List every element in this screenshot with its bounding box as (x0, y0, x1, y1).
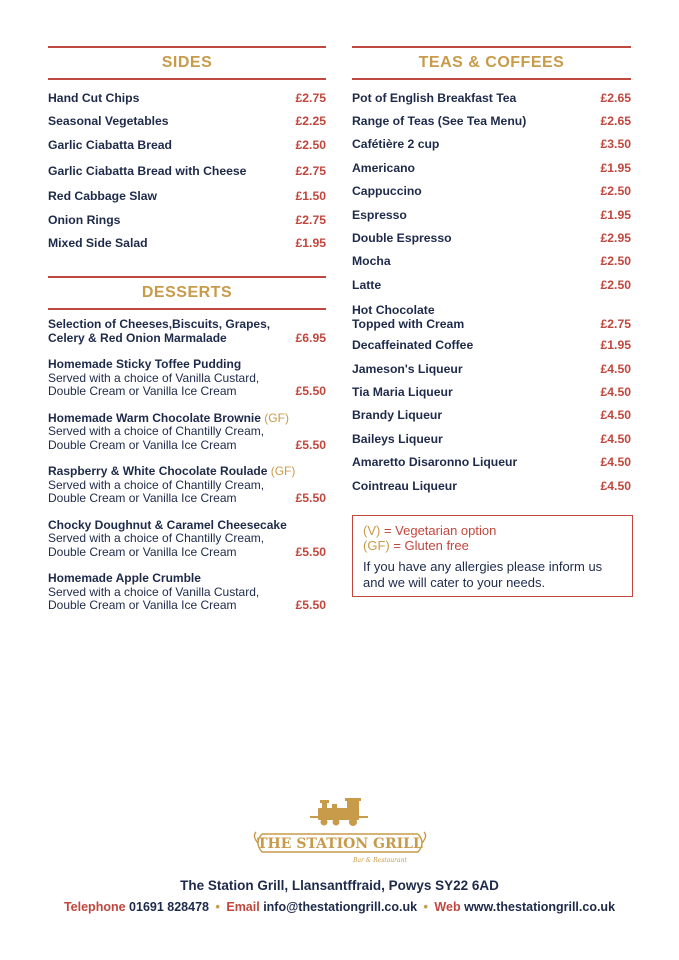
dessert-name-text: Homemade Apple Crumble (48, 571, 201, 585)
item-name: Decaffeinated Coffee (352, 338, 474, 353)
dessert-item (48, 318, 326, 345)
menu-item (352, 427, 631, 450)
item-name: Brandy Liqueur (352, 408, 443, 423)
email-label: Email (226, 900, 260, 914)
dessert-desc: Served with a choice of Chantilly Cream, Double Cream or Vanilla Ice Cream (48, 477, 265, 505)
menu-item (352, 450, 631, 473)
dessert-name (48, 572, 326, 586)
dessert-item (48, 412, 326, 453)
menu-item (352, 380, 631, 403)
item-name: Cappuccino (352, 184, 422, 199)
gluten-free-key (363, 538, 624, 553)
menu-item (352, 109, 631, 132)
dessert-desc: Celery & Red Onion Marmalade (48, 330, 227, 345)
teas-title: TEAS & COFFEES (418, 54, 565, 71)
item-name: Seasonal Vegetables (48, 114, 169, 129)
menu-item (48, 208, 326, 232)
menu-item (352, 404, 631, 427)
item-price: £4.50 (600, 384, 631, 399)
dessert-body (48, 332, 326, 346)
dessert-item (48, 572, 326, 613)
web-link[interactable]: www.thestationgrill.co.uk (464, 900, 616, 914)
item-name: Onion Rings (48, 212, 121, 227)
menu-item (352, 86, 631, 109)
item-name: Cafétière 2 cup (352, 137, 440, 152)
item-price: £4.50 (600, 478, 631, 493)
dessert-body (48, 372, 326, 399)
item-name: Americano (352, 160, 415, 175)
dessert-price: £5.50 (295, 384, 326, 398)
item-name: Double Espresso (352, 231, 452, 246)
item-price: £2.25 (295, 114, 326, 129)
menu-item (352, 156, 631, 179)
item-price: £2.50 (600, 254, 631, 269)
item-name: Hand Cut Chips (48, 90, 140, 105)
veg-code: (V) (363, 523, 381, 538)
dessert-price: £5.50 (295, 544, 326, 559)
sides-title: SIDES (161, 54, 213, 71)
restaurant-address: The Station Grill, Llansantffraid, Powys SY22 6AD (180, 878, 499, 893)
left-column (48, 46, 326, 626)
dessert-desc: Served with a choice of Chantilly Cream, Double Cream or Vanilla Ice Cream (48, 424, 265, 452)
menu-item (352, 297, 631, 334)
item-price: £2.50 (600, 184, 631, 199)
item-name: Red Cabbage Slaw (48, 189, 158, 204)
menu-item (48, 86, 326, 110)
menu-item (352, 474, 631, 497)
dessert-item (48, 465, 326, 506)
gf-text: = Gluten free (389, 538, 469, 553)
item-price: £2.65 (600, 114, 631, 129)
allergy-note: If you have any allergies please inform us and we will cater to your needs. (363, 559, 603, 590)
dessert-price: £5.50 (295, 437, 326, 452)
separator: • (215, 900, 220, 914)
dessert-name (48, 358, 326, 372)
dessert-price: £6.95 (295, 330, 326, 345)
contact-line (0, 900, 679, 914)
item-price: £2.50 (600, 277, 631, 292)
dessert-name (48, 318, 326, 332)
item-price: £4.50 (600, 431, 631, 446)
desserts-title: DESSERTS (141, 284, 233, 301)
logo-subtitle: Bar & Restaurant (353, 857, 407, 864)
item-price: £2.75 (295, 212, 326, 227)
item-name: Range of Teas (See Tea Menu) (352, 114, 527, 129)
item-price: £4.50 (600, 361, 631, 376)
dessert-name-text: Homemade Sticky Toffee Pudding (48, 357, 242, 371)
dessert-name (48, 519, 326, 533)
item-name: Garlic Ciabatta Bread with Cheese (48, 163, 247, 178)
desserts-list (48, 318, 326, 613)
item-name: Hot Chocolate (352, 302, 435, 317)
menu-item (48, 157, 326, 185)
item-price: £2.95 (600, 231, 631, 246)
item-name: Espresso (352, 207, 407, 222)
logo-title: THE STATION GRILL (257, 836, 423, 852)
item-name: Latte (352, 277, 382, 292)
item-name: Amaretto Disaronno Liqueur (352, 455, 518, 470)
gluten-free-tag: (GF) (270, 464, 296, 478)
dessert-desc: Served with a choice of Vanilla Custard, Double Cream or Vanilla Ice Cream (48, 370, 260, 398)
item-price: £2.65 (600, 90, 631, 105)
item-price: £2.75 (295, 90, 326, 105)
veg-text: = Vegetarian option (380, 523, 497, 538)
item-price: £2.50 (295, 137, 326, 152)
menu-item (48, 110, 326, 134)
item-price: £1.95 (600, 207, 631, 222)
item-price: £1.95 (600, 160, 631, 175)
dietary-legend (352, 515, 633, 597)
item-name: Pot of English Breakfast Tea (352, 90, 517, 105)
dessert-name-text: Selection of Cheeses,Biscuits, Grapes, (48, 317, 271, 331)
dessert-body (48, 479, 326, 506)
gf-code: (GF) (363, 538, 390, 553)
menu-item (352, 133, 631, 156)
item-name: Baileys Liqueur (352, 431, 443, 446)
menu-item (352, 203, 631, 226)
menu-item (352, 357, 631, 380)
train-icon (310, 798, 368, 826)
dessert-item (48, 358, 326, 399)
item-name: Mixed Side Salad (48, 236, 148, 251)
dessert-desc: Served with a choice of Chantilly Cream, Double Cream or Vanilla Ice Cream (48, 531, 265, 559)
menu-item (48, 185, 326, 209)
telephone-number[interactable]: 01691 828478 (129, 900, 209, 914)
item-price: £3.50 (600, 137, 631, 152)
item-name: Garlic Ciabatta Bread (48, 137, 172, 152)
dessert-item (48, 519, 326, 560)
dessert-price: £5.50 (295, 598, 326, 612)
desserts-heading (48, 276, 326, 310)
item-name-block (352, 303, 464, 331)
menu-item (48, 232, 326, 256)
email-link[interactable]: info@thestationgrill.co.uk (263, 900, 418, 914)
menu-item (352, 226, 631, 249)
station-grill-logo (252, 794, 428, 868)
item-name: Cointreau Liqueur (352, 478, 457, 493)
menu-item (352, 273, 631, 296)
web-label: Web (434, 900, 461, 914)
dessert-body (48, 586, 326, 613)
item-price: £1.95 (600, 338, 631, 353)
item-name-line2: Topped with Cream (352, 316, 465, 331)
vegetarian-key (363, 523, 624, 538)
telephone-label: Telephone (63, 900, 126, 914)
item-name: Mocha (352, 254, 391, 269)
separator: • (423, 900, 428, 914)
item-price: £4.50 (600, 408, 631, 423)
dessert-name-text: Chocky Doughnut & Caramel Cheesecake (48, 517, 287, 532)
menu-item (352, 334, 631, 357)
dessert-name-text: Homemade Warm Chocolate Brownie (48, 410, 261, 425)
dessert-name (48, 412, 326, 426)
dessert-body (48, 425, 326, 452)
item-name: Tia Maria Liqueur (352, 384, 453, 399)
dessert-body (48, 532, 326, 559)
dessert-price: £5.50 (295, 491, 326, 505)
dessert-name (48, 465, 326, 479)
right-column (352, 46, 631, 497)
item-price: £4.50 (600, 455, 631, 470)
item-price: £2.75 (600, 316, 631, 331)
menu-item (352, 180, 631, 203)
gluten-free-tag: (GF) (264, 410, 289, 425)
item-price: £1.50 (295, 189, 326, 204)
teas-heading (352, 46, 631, 80)
item-price: £2.75 (295, 163, 326, 178)
sides-list (48, 86, 326, 255)
menu-item (48, 133, 326, 157)
sides-heading (48, 46, 326, 80)
dessert-name-text: Raspberry & White Chocolate Roulade (48, 464, 268, 478)
teas-list (352, 86, 631, 497)
item-price: £1.95 (295, 236, 326, 251)
menu-item (352, 250, 631, 273)
dessert-desc: Served with a choice of Vanilla Custard, Double Cream or Vanilla Ice Cream (48, 584, 260, 612)
item-name: Jameson's Liqueur (352, 361, 463, 376)
